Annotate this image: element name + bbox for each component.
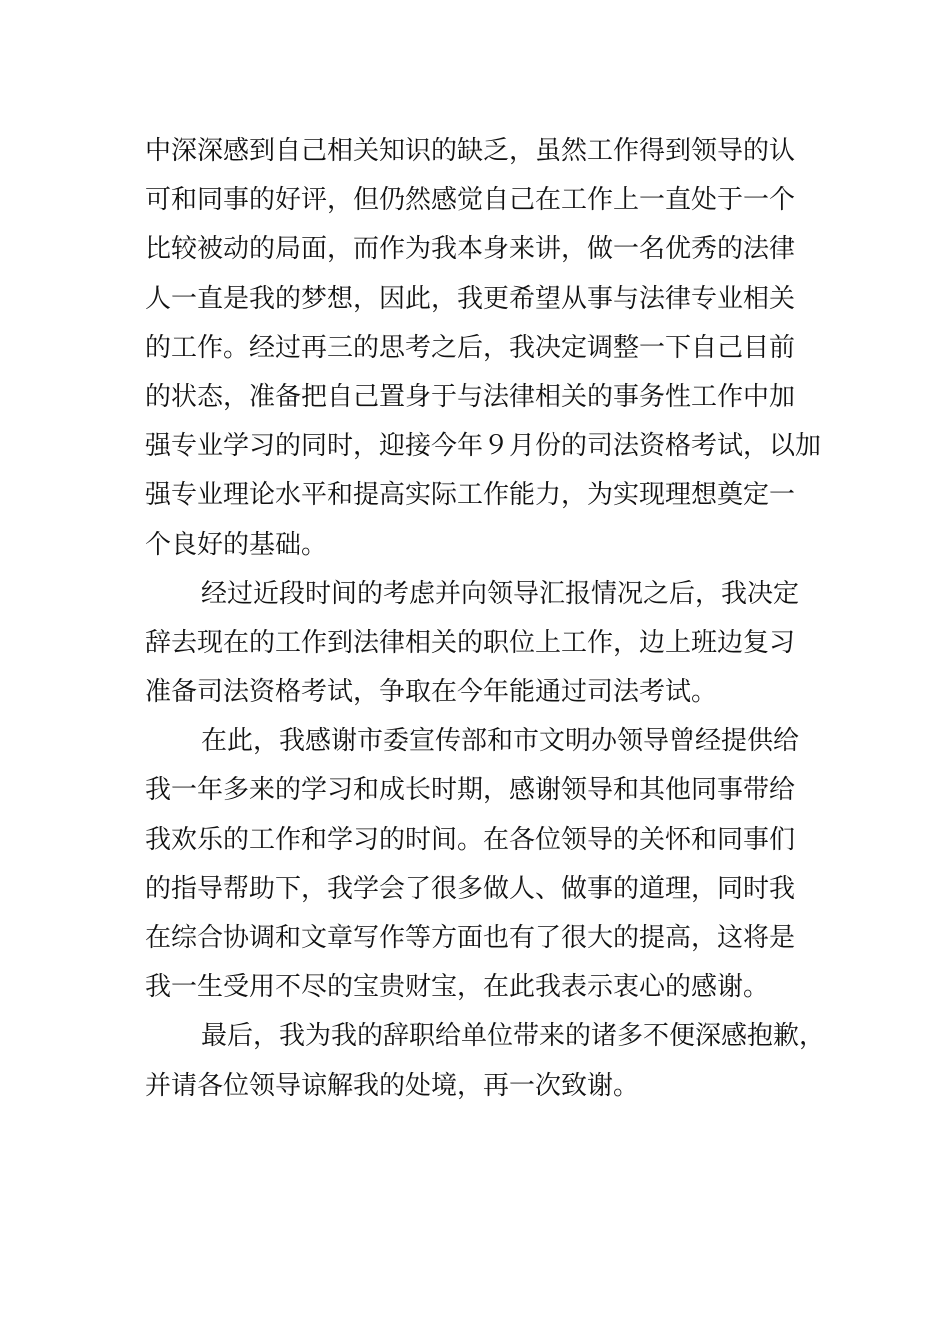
paragraph-4 bbox=[145, 1012, 826, 1110]
text-line: 个良好的基础。 bbox=[145, 529, 328, 560]
text-line: 经过近段时间的考虑并向领导汇报情况之后，我决定 bbox=[201, 578, 800, 609]
text-line: 的状态，准备把自己置身于与法律相关的事务性工作中加 bbox=[145, 381, 796, 412]
text-line: 的工作。经过再三的思考之后，我决定调整一下自己目前 bbox=[145, 332, 796, 363]
letter-body bbox=[145, 127, 826, 1111]
text-line: 可和同事的好评，但仍然感觉自己在工作上一直处于一个 bbox=[145, 185, 796, 216]
text-line: 我欢乐的工作和学习的时间。在各位领导的关怀和同事们 bbox=[145, 824, 796, 855]
paragraph-1 bbox=[145, 127, 822, 570]
text-line: 准备司法资格考试，争取在今年能通过司法考试。 bbox=[145, 677, 718, 708]
text-line: 最后，我为我的辞职给单位带来的诸多不便深感抱歉， bbox=[201, 1021, 826, 1052]
text-line: 在综合协调和文章写作等方面也有了很大的提高，这将是 bbox=[145, 923, 796, 953]
text-line: 我一年多来的学习和成长时期，感谢领导和其他同事带给 bbox=[145, 775, 796, 806]
text-line: 在此，我感谢市委宣传部和市文明办领导曾经提供给 bbox=[201, 726, 800, 757]
text-line: 中深深感到自己相关知识的缺乏，虽然工作得到领导的认 bbox=[145, 136, 796, 166]
text-line: 强专业理论水平和提高实际工作能力，为实现理想奠定一 bbox=[145, 480, 796, 511]
paragraph-3 bbox=[145, 717, 810, 1012]
text-line: 并请各位领导谅解我的处境，再一次致谢。 bbox=[145, 1070, 640, 1101]
paragraph-2 bbox=[145, 570, 810, 718]
text-line: 比较被动的局面，而作为我本身来讲，做一名优秀的法律 bbox=[145, 234, 796, 265]
text-line: 的指导帮助下，我学会了很多做人、做事的道理，同时我 bbox=[145, 873, 796, 904]
text-line: 辞去现在的工作到法律相关的职位上工作，边上班边复习 bbox=[145, 627, 796, 658]
text-line: 我一生受用不尽的宝贵财宝，在此我表示衷心的感谢。 bbox=[145, 972, 770, 1003]
text-line: 强专业学习的同时，迎接今年９月份的司法资格考试，以加 bbox=[145, 431, 822, 462]
text-line: 人一直是我的梦想，因此，我更希望从事与法律专业相关 bbox=[145, 283, 796, 314]
